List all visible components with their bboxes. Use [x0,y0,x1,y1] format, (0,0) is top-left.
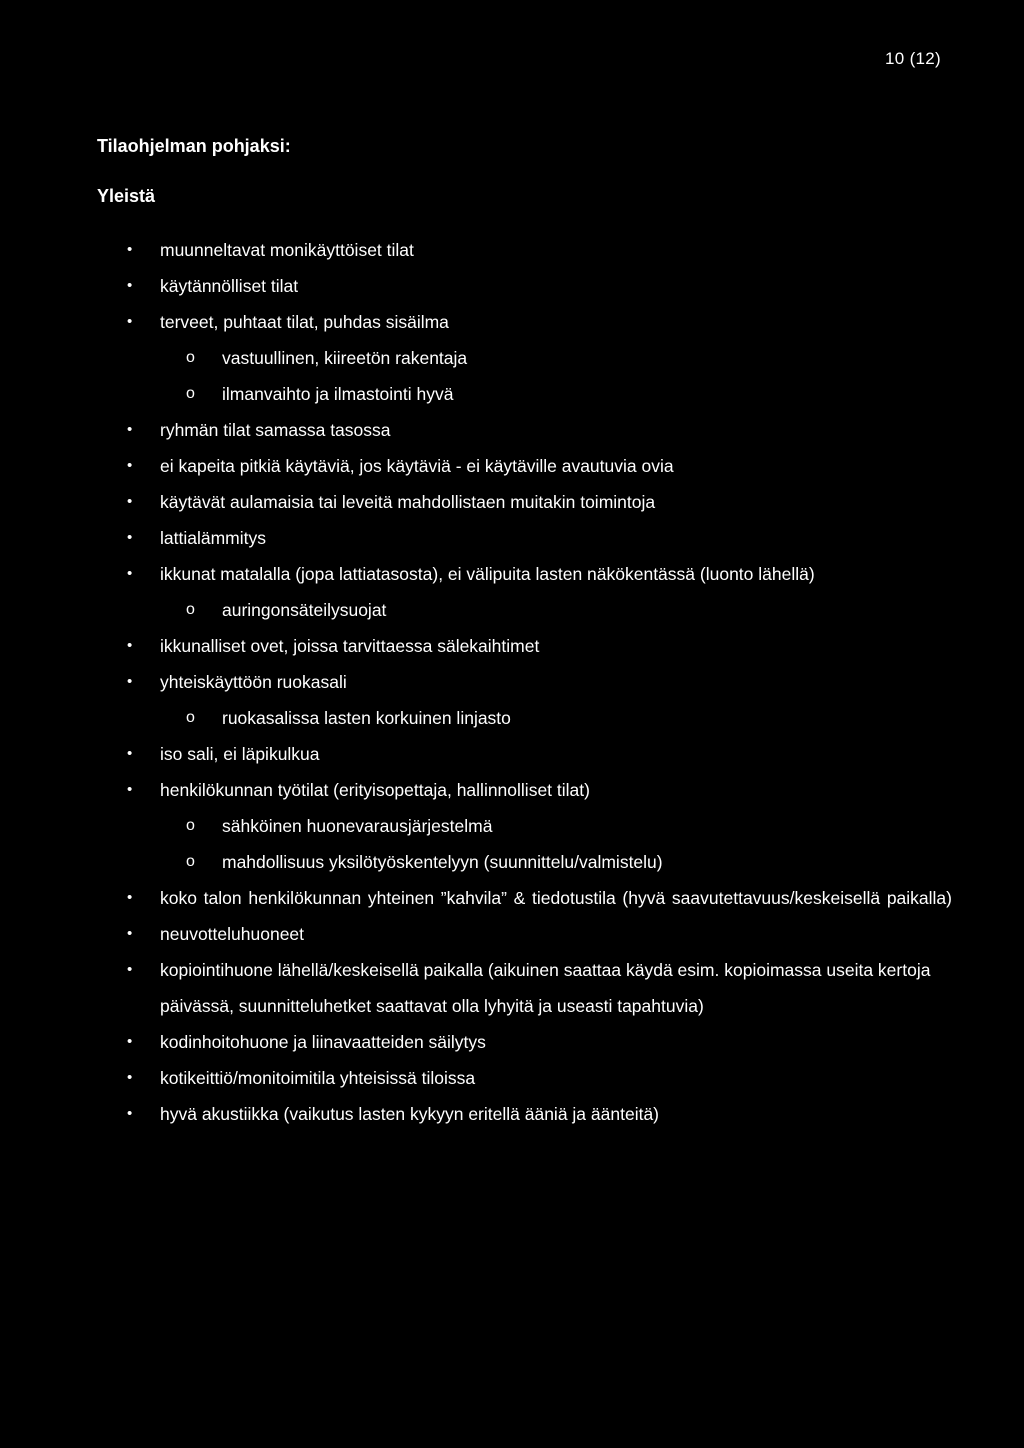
bullet-marker: • [127,889,133,906]
list-item-text: koko talon henkilökunnan yhteinen ”kahvila” & tiedotustila (hyvä saavutettavuus/keskeisellä paikalla) [160,888,952,908]
list-item [0,952,1024,1024]
list-item-text: muunneltavat monikäyttöiset tilat [160,240,414,260]
sub-bullet-marker: o [186,817,195,834]
bullet-marker: • [127,313,133,330]
list-item [0,268,1024,304]
list-item [0,772,1024,808]
bullet-marker: • [127,925,133,942]
bullet-marker: • [127,637,133,654]
document-title: Tilaohjelman pohjaksi: [97,136,291,156]
list-item [0,880,1024,916]
bullet-marker: • [127,961,133,978]
bullet-marker: • [127,781,133,798]
list-item-text: iso sali, ei läpikulkua [160,744,320,764]
list-item [0,664,1024,700]
bullet-list [0,232,1024,1132]
list-item [0,1060,1024,1096]
list-item-text: käytännölliset tilat [160,276,299,296]
list-item-text: lattialämmitys [160,528,266,548]
sub-bullet-marker: o [186,853,195,870]
sub-list-item [0,700,1024,736]
list-item-text: ilmanvaihto ja ilmastointi hyvä [222,384,454,404]
list-item-text: kodinhoitohuone ja liinavaatteiden säilytys [160,1032,486,1052]
sub-bullet-marker: o [186,385,195,402]
list-item [0,412,1024,448]
list-item-text: ruokasalissa lasten korkuinen linjasto [222,708,511,728]
list-item-text: henkilökunnan työtilat (erityisopettaja, hallinnolliset tilat) [160,780,590,800]
list-item [0,304,1024,340]
list-item [0,1096,1024,1132]
list-item-text: mahdollisuus yksilötyöskentelyyn (suunnittelu/valmistelu) [222,852,663,872]
sub-bullet-marker: o [186,709,195,726]
list-item [0,1024,1024,1060]
list-item-text: ikkunat matalalla (jopa lattiatasosta), ei välipuita lasten näkökentässä (luonto lähellä) [160,564,815,584]
list-item-text: hyvä akustiikka (vaikutus lasten kykyyn eritellä ääniä ja äänteitä) [160,1104,659,1124]
sub-list-item [0,808,1024,844]
sub-list-item [0,844,1024,880]
bullet-marker: • [127,421,133,438]
sub-bullet-marker: o [186,349,195,366]
sub-bullet-marker: o [186,601,195,618]
bullet-marker: • [127,529,133,546]
list-item-text: ikkunalliset ovet, joissa tarvittaessa sälekaihtimet [160,636,540,656]
list-item-text: sähköinen huonevarausjärjestelmä [222,816,493,836]
list-item-text: ryhmän tilat samassa tasossa [160,420,391,440]
list-item [0,232,1024,268]
list-item-text: ei kapeita pitkiä käytäviä, jos käytäviä - ei käytäville avautuvia ovia [160,456,674,476]
list-item-text: kopiointihuone lähellä/keskeisellä paikalla (aikuinen saattaa käydä esim. kopioimassa useita kertoja päivässä, suunnitteluhetket saattavat olla lyhyitä ja useasti tapahtuvia) [160,960,931,1016]
bullet-marker: • [127,241,133,258]
list-item [0,916,1024,952]
list-item-text: kotikeittiö/monitoimitila yhteisissä tiloissa [160,1068,476,1088]
sub-list-item [0,592,1024,628]
sub-list-item [0,376,1024,412]
list-item [0,448,1024,484]
sub-list-item [0,340,1024,376]
bullet-marker: • [127,1069,133,1086]
section-heading: Yleistä [97,186,156,206]
list-item-text: neuvotteluhuoneet [160,924,305,944]
list-item-text: yhteiskäyttöön ruokasali [160,672,347,692]
bullet-marker: • [127,1105,133,1122]
bullet-marker: • [127,493,133,510]
list-item [0,556,1024,592]
page-number: 10 (12) [885,49,941,68]
bullet-marker: • [127,745,133,762]
bullet-marker: • [127,565,133,582]
list-item [0,628,1024,664]
list-item-text: terveet, puhtaat tilat, puhdas sisäilma [160,312,449,332]
bullet-marker: • [127,277,133,294]
bullet-marker: • [127,457,133,474]
list-item [0,520,1024,556]
list-item [0,736,1024,772]
list-item-text: käytävät aulamaisia tai leveitä mahdollistaen muitakin toimintoja [160,492,656,512]
bullet-marker: • [127,673,133,690]
bullet-marker: • [127,1033,133,1050]
list-item-text: auringonsäteilysuojat [222,600,387,620]
list-item [0,484,1024,520]
list-item-text: vastuullinen, kiireetön rakentaja [222,348,468,368]
